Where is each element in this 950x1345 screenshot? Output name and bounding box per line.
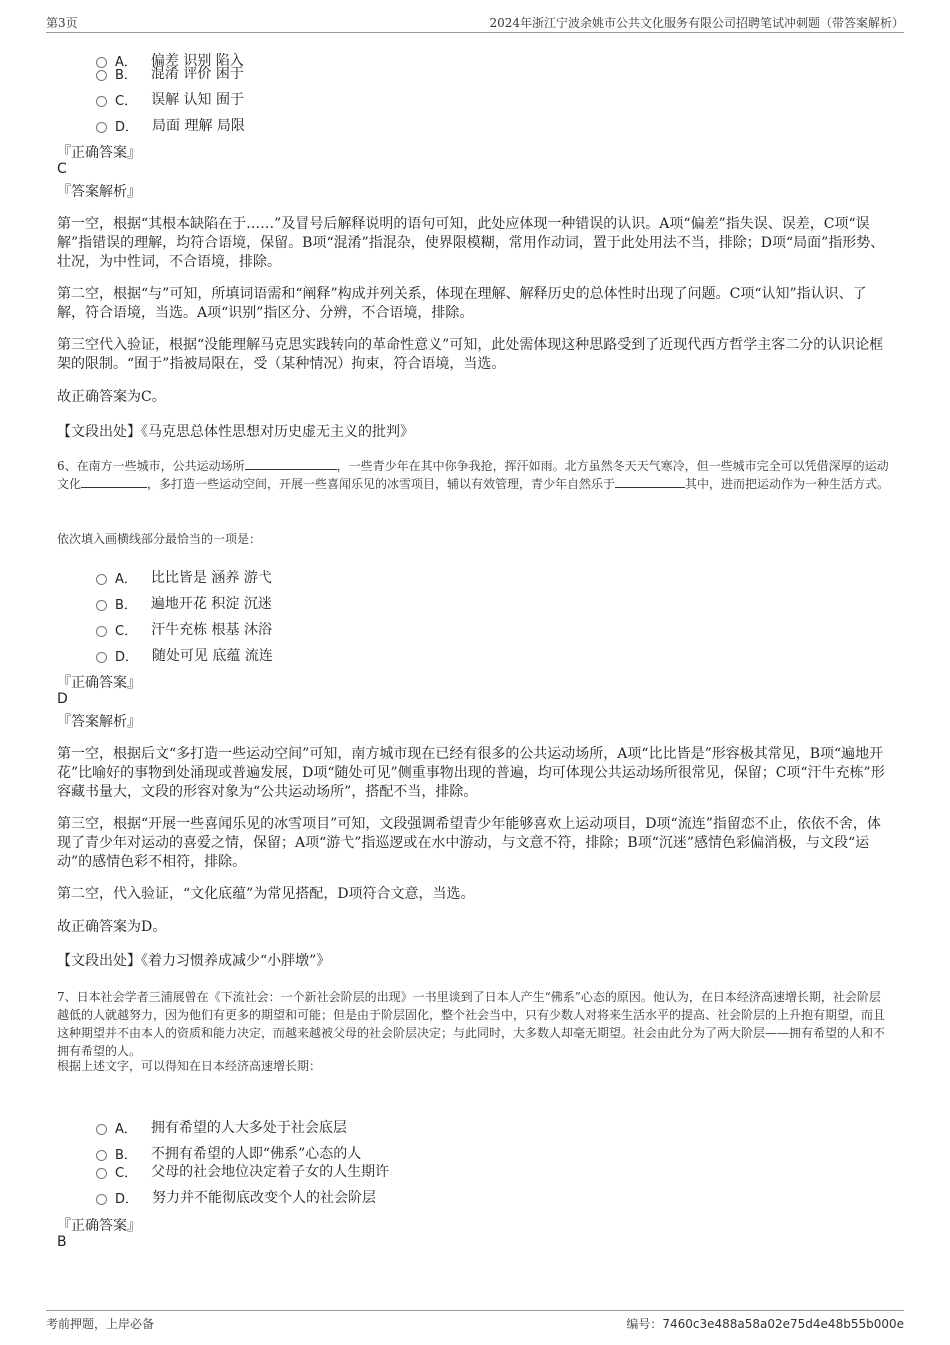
blank-line — [245, 457, 337, 470]
q6-answer-label: 『正确答案』 — [57, 675, 141, 691]
footer-slogan: 考前押题，上岸必备 — [46, 1317, 155, 1331]
document-code: 编号：7460c3e488a58a02e75d4e48b55b000e — [626, 1317, 904, 1331]
q5-analysis-label: 『答案解析』 — [57, 184, 141, 200]
radio-icon[interactable] — [96, 122, 107, 133]
q7-option-c[interactable]: C． 父母的社会地位决定着子女的人生期许 — [96, 1161, 389, 1181]
q7-option-a[interactable]: A． 拥有希望的人大多处于社会底层 — [96, 1117, 347, 1137]
q5-answer-label: 『正确答案』 — [57, 145, 141, 161]
q5-option-d[interactable]: D． 局面 理解 局限 — [96, 115, 245, 135]
q5-analysis-conclusion: 故正确答案为C。 — [57, 389, 166, 405]
q6-analysis-p2: 第三空，根据“开展一些喜闻乐见的冰雪项目”可知，文段强调希望青少年能够喜欢上运动项目，D项“流连”指留恋不止，依依不舍，体现了青少年对运动的喜爱之情，保留；A项“游弋”指巡逻或在水中游动，与文意不符，排除；B项“沉迷”感情色彩偏消极，与文段“运动”的感情色彩不相符，排除。 — [57, 816, 881, 870]
q7-option-b[interactable]: B． 不拥有希望的人即“佛系”心态的人 — [96, 1143, 361, 1163]
q7-prompt: 根据上述文字，可以得知在日本经济高速增长期： — [57, 1059, 322, 1073]
q6-analysis-p3: 第二空，代入验证，“文化底蕴”为常见搭配，D项符合文意，当选。 — [57, 886, 475, 902]
q7-stem: 7、日本社会学者三浦展曾在《下流社会：一个新社会阶层的出现》一书里谈到了日本人产生“佛系”心态的原因。他认为，在日本经济高速增长期，社会阶层越低的人就越努力，因为他们有更多的期望和可能；但是由于阶层固化，整个社会当中，只有少数人对将来生活水平的提高、社会阶层的上升抱有期望，而且这种期望并不由本人的资质和能力决定，而越来越被父母的社会阶层决定；与此同时，大多数人却毫无期望。社会由此分为了两大阶层——拥有希望的人和不拥有希望的人。 — [57, 990, 886, 1058]
q5-analysis-p1: 第一空，根据“其根本缺陷在于……”及冒号后解释说明的语句可知，此处应体现一种错误的认识。A项“偏差”指失误、误差，C项“误解”指错误的理解，均符合语境，保留。B项“混淆”指混杂，使界限模糊，常用作动词，置于此处用法不当，排除；D项“局面”指形势、壮况，为中性词，不合语境，排除。 — [57, 216, 885, 270]
q7-answer: B — [57, 1234, 67, 1250]
q6-analysis-label: 『答案解析』 — [57, 714, 141, 730]
q5-answer: C — [57, 161, 67, 177]
q5-source: 【文段出处】《马克思总体性思想对历史虚无主义的批判》 — [57, 424, 414, 440]
radio-icon[interactable] — [96, 574, 107, 585]
q5-option-b[interactable]: B． 混淆 评价 困于 — [96, 63, 244, 83]
radio-icon[interactable] — [96, 1124, 107, 1135]
radio-icon[interactable] — [96, 96, 107, 107]
q6-analysis-conclusion: 故正确答案为D。 — [57, 919, 167, 935]
document-title: 2024年浙江宁波余姚市公共文化服务有限公司招聘笔试冲刺题（带答案解析） — [489, 16, 904, 30]
q7-answer-label: 『正确答案』 — [57, 1218, 141, 1234]
radio-icon[interactable] — [96, 626, 107, 637]
q5-option-a[interactable]: A． 偏差 识别 陷入 — [96, 50, 244, 70]
q6-option-d[interactable]: D． 随处可见 底蕴 流连 — [96, 645, 273, 665]
q6-stem: 6、在南方一些城市，公共运动场所 ，一些青少年在其中你争我抢，挥汗如雨。北方虽然冬天天气寒冷，但一些城市完全可以凭借深厚的运动文化 ，多打造一些运动空间，开展一些喜闻乐见的冰雪项目，辅以有效管理，青少年自然乐于 其中，进而把运动作为一种生活方式。 — [57, 459, 890, 491]
blank-line — [81, 475, 147, 488]
page-header — [46, 14, 904, 33]
radio-icon[interactable] — [96, 652, 107, 663]
radio-icon[interactable] — [96, 70, 107, 81]
q6-prompt: 依次填入画横线部分最恰当的一项是： — [57, 532, 262, 546]
q7-option-d[interactable]: D． 努力并不能彻底改变个人的社会阶层 — [96, 1187, 376, 1207]
radio-icon[interactable] — [96, 600, 107, 611]
blank-line — [615, 475, 685, 488]
radio-icon[interactable] — [96, 1150, 107, 1161]
q6-option-c[interactable]: C． 汗牛充栋 根基 沐浴 — [96, 619, 272, 639]
page-number: 第3页 — [46, 16, 78, 30]
radio-icon[interactable] — [96, 1168, 107, 1179]
page-footer — [46, 1310, 904, 1334]
q5-analysis-p2: 第二空，根据“与”可知，所填词语需和“阐释”构成并列关系，体现在理解、解释历史的总体性时出现了问题。C项“认知”指认识、了解，符合语境，当选。A项“识别”指区分、分辨，不合语境，排除。 — [57, 286, 867, 321]
q5-option-c[interactable]: C． 误解 认知 囿于 — [96, 89, 244, 109]
radio-icon[interactable] — [96, 1194, 107, 1205]
q6-answer: D — [57, 691, 68, 707]
q6-option-a[interactable]: A． 比比皆是 涵养 游弋 — [96, 567, 272, 587]
q6-option-b[interactable]: B． 遍地开花 积淀 沉迷 — [96, 593, 272, 613]
q6-analysis-p1: 第一空，根据后文“多打造一些运动空间”可知，南方城市现在已经有很多的公共运动场所，A项“比比皆是”形容极其常见，B项“遍地开花”比喻好的事物到处涌现或普遍发展，D项“随处可见”侧重事物出现的普遍，均可体现公共运动场所很常见，保留；C项“汗牛充栋”形容藏书量大，文段的形容对象为“公共运动场所”，搭配不当，排除。 — [57, 746, 885, 800]
q6-source: 【文段出处】《着力习惯养成减少“小胖墩”》 — [57, 953, 331, 969]
q5-analysis-p3: 第三空代入验证，根据“没能理解马克思实践转向的革命性意义”可知，此处需体现这种思路受到了近现代西方哲学主客二分的认识论框架的限制。“囿于”指被局限在，受（某种情况）拘束，符合语境，当选。 — [57, 337, 884, 372]
